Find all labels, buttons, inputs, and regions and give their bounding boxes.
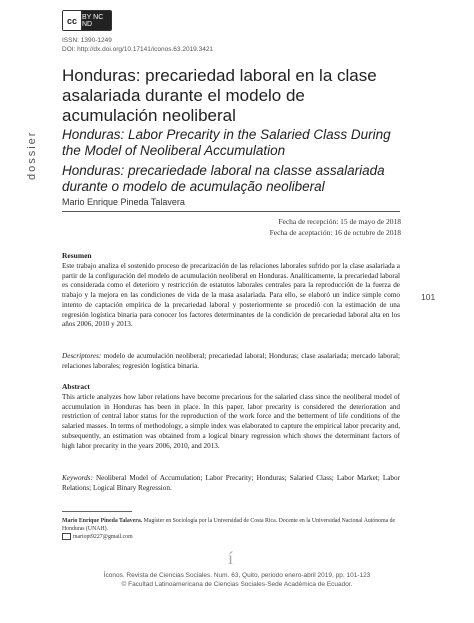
footnote-author: Mario Enrique Pineda Talavera.: [62, 518, 143, 524]
mail-icon: [62, 533, 71, 540]
doi-link[interactable]: DOI: http://dx.doi.org/10.17141/iconos.63.2019.3421: [62, 46, 214, 53]
resumen-heading: Resumen: [62, 251, 92, 260]
title-divider: [62, 211, 400, 212]
footnote-bio: Mario Enrique Pineda Talavera. Magíster en Sociología por la Universidad de Costa Rica. Docente en la Universidad Nacional Autónoma de Honduras (UNAH).: [62, 518, 396, 532]
resumen-keywords-text: modelo de acumulación neoliberal; precariedad laboral; Honduras; clase asalariada; mercado laboral; relaciones laborales; regresión logística binaria.: [62, 352, 400, 370]
author-name: Mario Enrique Pineda Talavera: [62, 197, 185, 207]
page-number: 101: [421, 292, 436, 302]
footnote: [62, 517, 400, 541]
section-label: dossier: [26, 130, 38, 180]
title-english: Honduras: Labor Precarity in the Salaried Class During the Model of Neoliberal Accumulation: [62, 127, 391, 158]
creative-commons-badge: [62, 10, 112, 31]
title-spanish: Honduras: precariedad laboral en la clase asalariada durante el modelo de acumulación neoliberal: [62, 66, 377, 125]
journal-citation: Íconos. Revista de Ciencias Sociales. Num. 63, Quito, periodo enero-abril 2019, pp. 101-123: [103, 572, 371, 579]
abstract-heading: Abstract: [62, 382, 90, 391]
resumen-keywords-label: Descriptores:: [62, 352, 102, 360]
cc-icon: cc: [63, 11, 82, 30]
journal-copyright: © Facultad Latinoamericana de Ciencias Sociales-Sede Académica de Ecuador.: [121, 581, 353, 588]
journal-info: [62, 571, 412, 589]
received-date: Fecha de recepción: 15 de mayo de 2018: [278, 217, 401, 226]
issn: ISSN: 1390-1249: [62, 37, 112, 44]
abstract-keywords: [62, 474, 400, 493]
resumen-keywords: [62, 352, 400, 371]
abstract-text: This article analyzes how labor relations have become precarious for the salaried class since the neoliberal model of accumulation in Honduras has been in place. In this paper, labor precarity is considered the deterioration and restriction of central labor status for the reproduction of the work force and the betterment of life conditions of the salaried masses. In terms of methodology, a simple index was elaborated to capture the empirical labor precarity and, subsequently, an estimation was obtained from a logical binary regression which shows the determinant factors of high labor precarity in the years 2006, 2010, and 2013.: [62, 393, 400, 450]
journal-logo-icon: í: [228, 548, 234, 568]
dates-block: [270, 216, 401, 238]
abstract-keywords-label: Keywords:: [62, 474, 93, 482]
abstract-keywords-text: Neoliberal Model of Accumulation; Labor Precarity; Honduras; Salaried Class; Labor Market; Labor Relations; Logical Binary Regression.: [62, 474, 400, 492]
identifiers: [62, 36, 213, 54]
footnote-divider: [62, 511, 132, 512]
resumen-text: Este trabajo analiza el sostenido proceso de precarización de las relaciones laborales sufrido por la clase asalariada a partir de la configuración del modelo de acumulación neoliberal en Honduras. Analíticamente, la precariedad laboral es considerada como el deterioro y restricción de estatutos laborales centrales para la reproducción de la fuerza de trabajo y la mejora en las condiciones de vida de la masa asalariada. Para ello, se elaboró un índice simple como intento de captación empírica de la precariedad laboral y posteriormente se procedió con la estimación de una regresión logística binaria para conocer los factores determinantes de la condición de precariedad laboral alta en los años 2006, 2010 y 2013.: [62, 262, 400, 329]
accepted-date: Fecha de aceptación: 16 de octubre de 2018: [269, 228, 401, 237]
title-portuguese: Honduras: precariedade laboral na classe assalariada durante o modelo de acumulação neoliberal: [62, 163, 385, 194]
cc-terms: BY NC ND: [82, 11, 111, 30]
footnote-email[interactable]: mariopt9227@gmail.com: [62, 533, 400, 541]
